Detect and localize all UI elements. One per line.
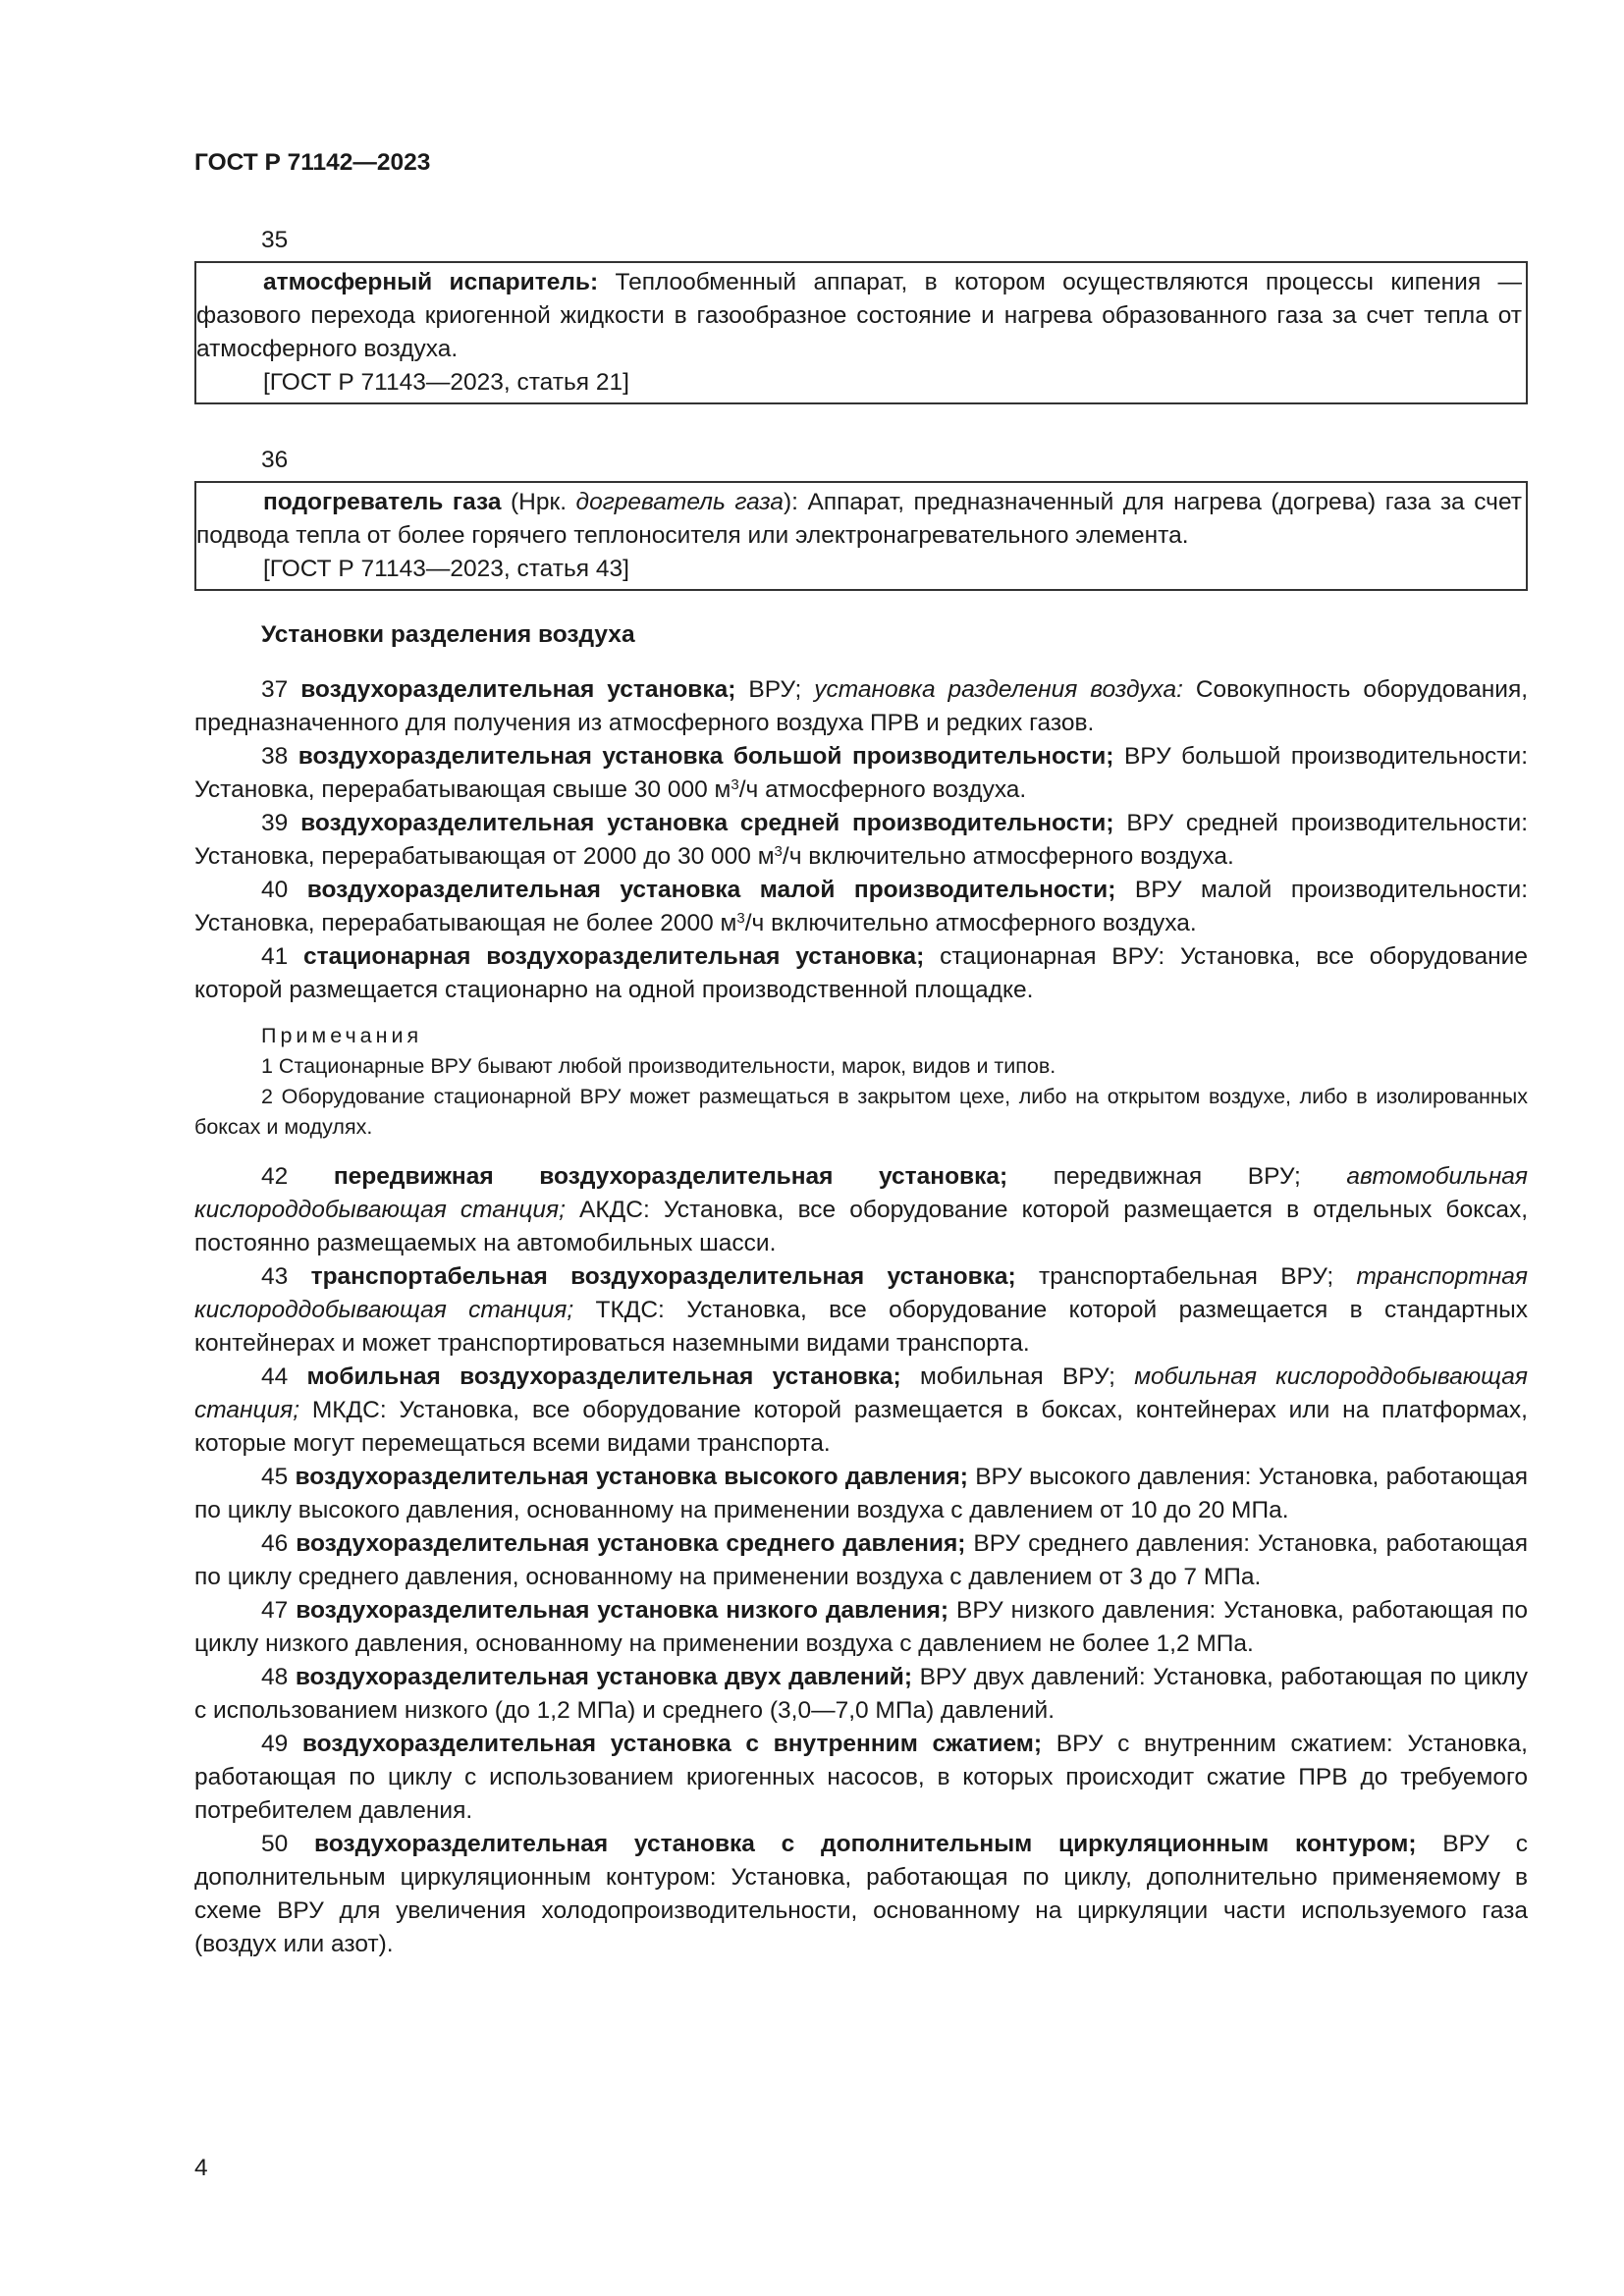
term-46: 46 воздухоразделительная установка среднего давления; ВРУ среднего давления: Установка, работающая по циклу среднего давления, основанному на применении воздуха с давлением от 3 до 7 МПа. (194, 1530, 1528, 1590)
document-body (194, 224, 1528, 1961)
note-1: 1 Стационарные ВРУ бывают любой производительности, марок, видов и типов. (261, 1054, 1056, 1078)
term-47: 47 воздухоразделительная установка низкого давления; ВРУ низкого давления: Установка, работающая по циклу низкого давления, основанному на применении воздуха с давлением не более 1,2 МПа. (194, 1597, 1528, 1657)
term-43: 43 транспортабельная воздухоразделительная установка; транспортабельная ВРУ; транспортная кислороддобывающая станция; ТКДС: Установка, все оборудование которой размещается в стандартных контейнерах и может транспортироваться наземными видами транспорта. (194, 1263, 1529, 1357)
term-definition-36: подогреватель газа (Нрк. догреватель газа): Аппарат, предназначенный для нагрева (догрева) газа за счет подвода тепла от более горячего теплоносителя или электронагревательного элемента. (196, 489, 1522, 549)
term-42: 42 передвижная воздухоразделительная установка; передвижная ВРУ; автомобильная кислороддобывающая станция; АКДС: Установка, все оборудование которой размещается в отдельных боксах, постоянно размещаемых на автомобильных шасси. (194, 1163, 1529, 1256)
term-50: 50 воздухоразделительная установка с дополнительным циркуляционным контуром; ВРУ с дополнительным циркуляционным контуром: Установка, работающая по циклу, дополнительно применяемому в схеме ВРУ для увеличения холодопроизводительности, основанному на циркуляции части используемого газа (воздух или азот). (194, 1831, 1528, 1957)
document-header: ГОСТ Р 71142—2023 (194, 149, 431, 176)
term-box-35 (194, 261, 1528, 404)
term-box-36 (194, 481, 1528, 591)
term-45: 45 воздухоразделительная установка высокого давления; ВРУ высокого давления: Установка, работающая по циклу высокого давления, основанному на применении воздуха с давлением от 10 до 20 МПа. (194, 1464, 1528, 1523)
term-44: 44 мобильная воздухоразделительная установка; мобильная ВРУ; мобильная кислороддобывающая станция; МКДС: Установка, все оборудование которой размещается в боксах, контейнерах или на платформах, которые могут перемещаться всеми видами транспорта. (194, 1363, 1529, 1457)
term-number-36: 36 (261, 447, 289, 473)
term-41: 41 стационарная воздухоразделительная установка; стационарная ВРУ: Установка, все оборудование которой размещается стационарно на одной производственной площадке. (194, 943, 1528, 1003)
term-40: 40 воздухоразделительная установка малой производительности; ВРУ малой производительности: Установка, перерабатывающая не более 2000 $м^3/ч$ включительно атмосферного воздуха. (194, 877, 1529, 936)
term-37: 37 воздухоразделительная установка; ВРУ; установка разделения воздуха: Совокупность оборудования, предназначенного для получения из атмосферного воздуха ПРВ и редких газов. (194, 676, 1529, 736)
notes-title: Примечания (261, 1024, 423, 1047)
term-38: 38 воздухоразделительная установка большой производительности; ВРУ большой производительности: Установка, перерабатывающая свыше 30 000 $м^3/ч$ атмосферного воздуха. (194, 743, 1529, 803)
term-39: 39 воздухоразделительная установка средней производительности; ВРУ средней производительности: Установка, перерабатывающая от 2000 до 30 000 $м^3/ч$ включительно атмосферного воздуха. (194, 810, 1528, 870)
page-number: 4 (194, 2155, 208, 2181)
term-49: 49 воздухоразделительная установка с внутренним сжатием; ВРУ с внутренним сжатием: Установка, работающая по циклу с использованием криогенных насосов, в которых происходит сжатие ПРВ до требуемого потребителем давления. (194, 1731, 1528, 1824)
term-number-35: 35 (261, 227, 289, 253)
section-heading: Установки разделения воздуха (261, 621, 635, 648)
term-definition-35: атмосферный испаритель: Теплообменный аппарат, в котором осуществляются процессы кипения — фазового перехода криогенной жидкости в газообразное состояние и нагрева образованного газа за счет тепла от атмосферного воздуха. (196, 269, 1522, 362)
term-48: 48 воздухоразделительная установка двух давлений; ВРУ двух давлений: Установка, работающая по циклу с использованием низкого (до 1,2 МПа) и среднего (3,0—7,0 МПа) давлений. (194, 1664, 1528, 1724)
term-reference-35: [ГОСТ Р 71143—2023, статья 21] (263, 369, 629, 396)
term-title: атмосферный испаритель: (263, 269, 599, 295)
note-2: 2 Оборудование стационарной ВРУ может размещаться в закрытом цехе, либо на открытом воздухе, либо в изолированных боксах и модулях. (194, 1085, 1528, 1139)
term-reference-36: [ГОСТ Р 71143—2023, статья 43] (263, 556, 629, 582)
notes-block (194, 1021, 1528, 1143)
